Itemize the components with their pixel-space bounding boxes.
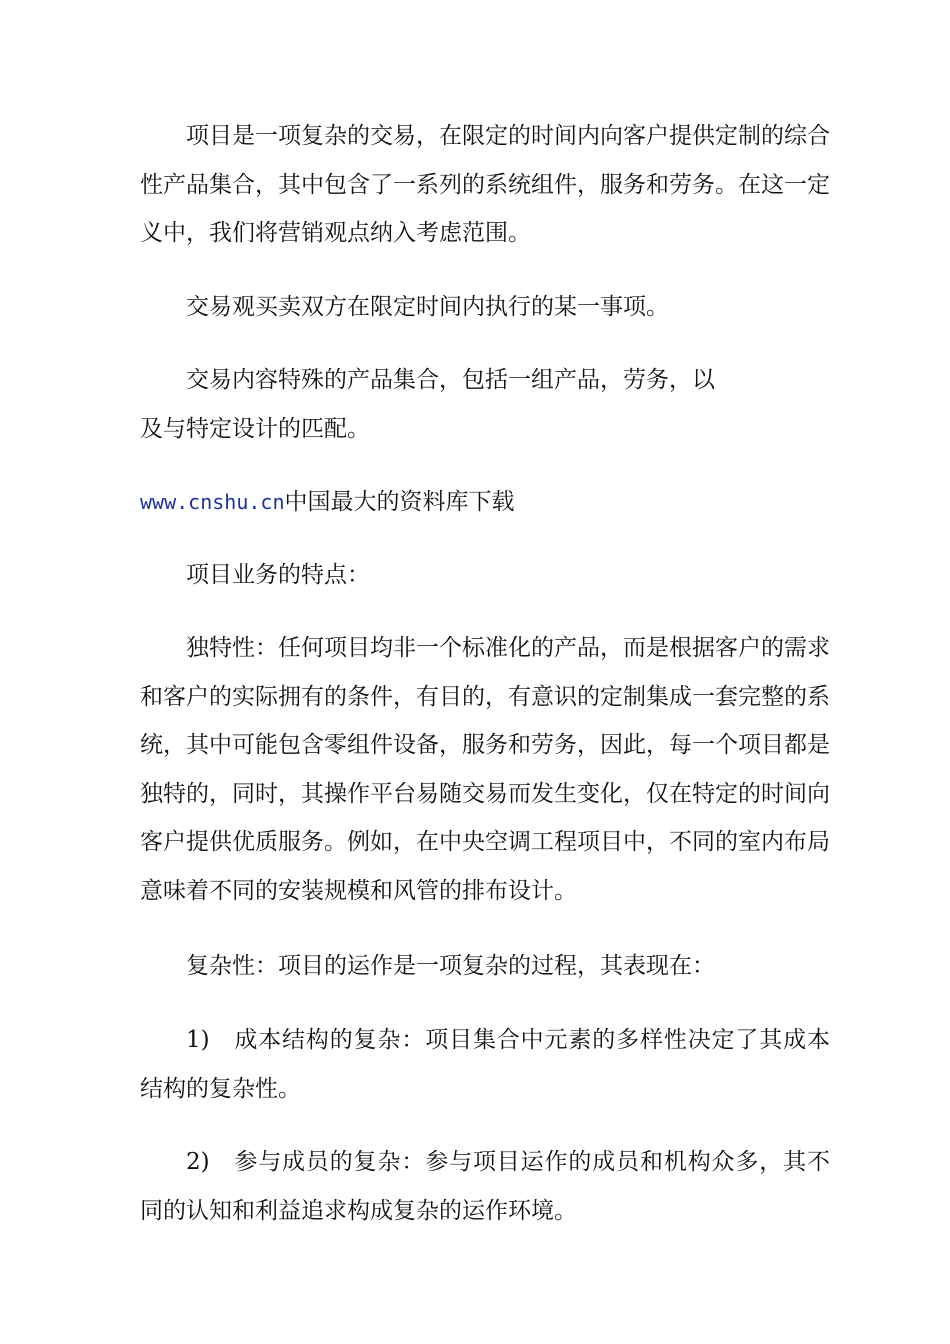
paragraph-features-heading: 项目业务的特点： [186,562,370,588]
paragraph-transaction-content-line1: 交易内容特殊的产品集合，包括一组产品，劳务，以 [186,367,715,393]
paragraph-cost-structure: 1) 成本结构的复杂：项目集合中元素的多样性决定了其成本结构的复杂性。 [140,1027,830,1102]
promo-line [140,478,830,527]
paragraph-transaction-content-line2: 及与特定设计的匹配。 [140,415,370,442]
paragraph-project-definition: 项目是一项复杂的交易，在限定的时间内向客户提供定制的综合性产品集合，其中包含了一系列的系统组件，服务和劳务。在这一定义中，我们将营销观点纳入考虑范围。 [140,123,830,246]
paragraph-participants: 2) 参与成员的复杂：参与项目运作的成员和机构众多，其不同的认知和利益追求构成复杂的运作环境。 [140,1149,830,1224]
paragraph-uniqueness: 独特性：任何项目均非一个标准化的产品，而是根据客户的需求和客户的实际拥有的条件，有目的，有意识的定制集成一套完整的系统，其中可能包含零组件设备，服务和劳务，因此，每一个项目都是独特的，同时，其操作平台易随交易而发生变化，仅在特定的时间向客户提供优质服务。例如，在中央空调工程项目中，不同的室内布局意味着不同的安装规模和风管的排布设计。 [140,635,830,904]
paragraph-complexity: 复杂性：项目的运作是一项复杂的过程，其表现在： [186,953,715,979]
paragraph-transaction: 交易观买卖双方在限定时间内执行的某一事项。 [186,294,669,320]
promo-text: 中国最大的资料库下载 [284,489,515,515]
paragraph-transaction-content [140,356,830,453]
promo-link[interactable]: www.cnshu.cn [140,490,285,514]
